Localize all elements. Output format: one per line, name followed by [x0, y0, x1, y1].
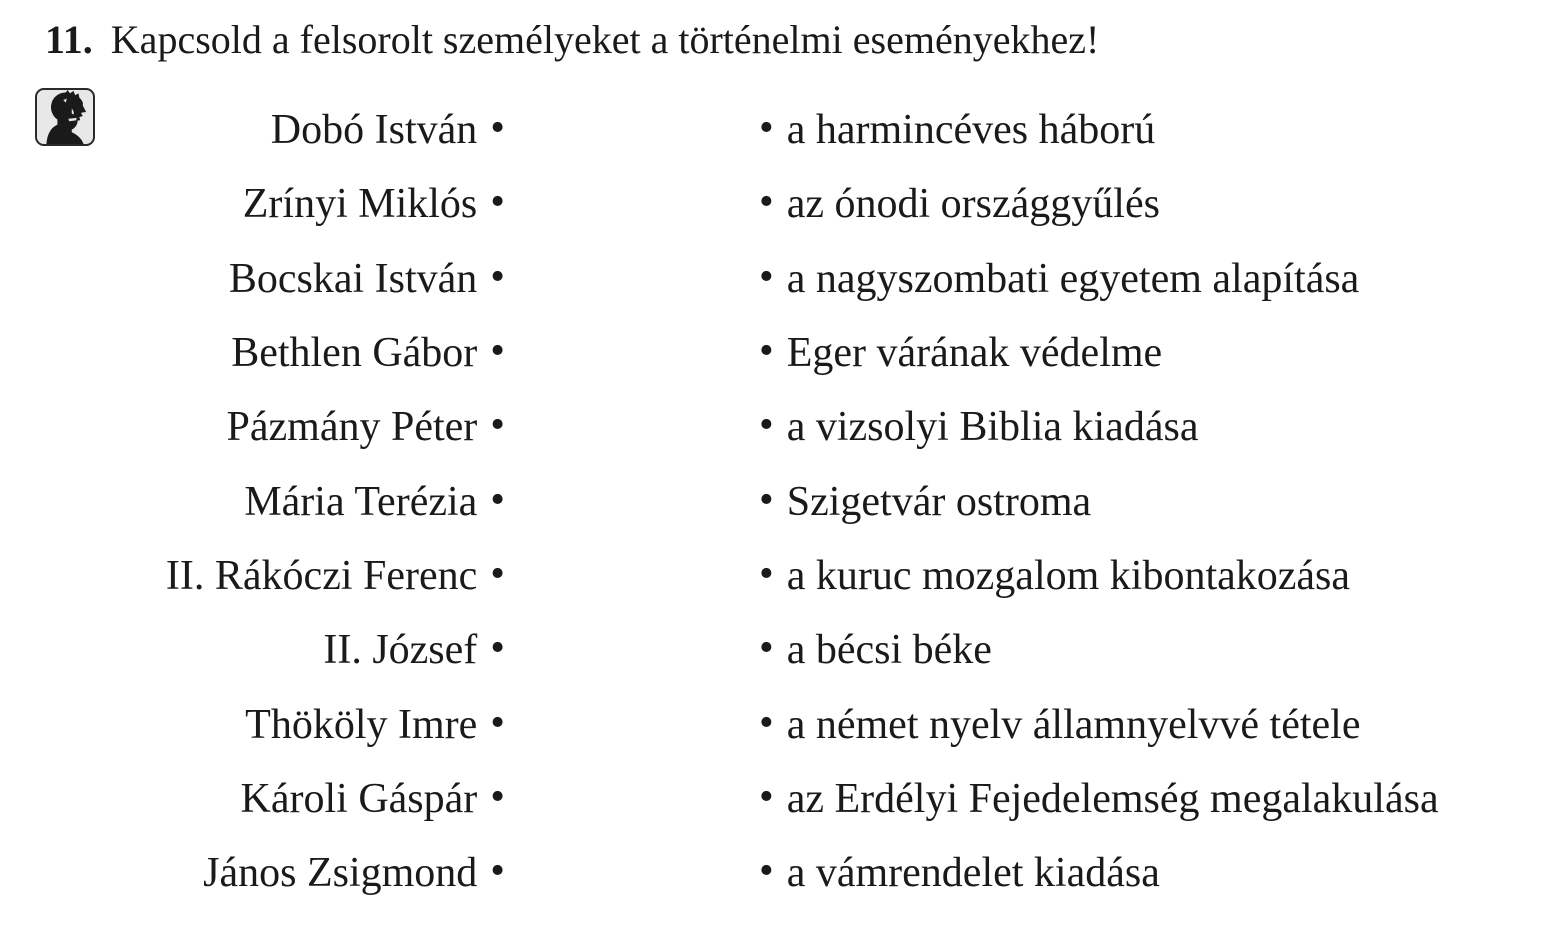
event-cell — [759, 550, 1351, 599]
event-cell — [759, 402, 1199, 451]
event-cell — [759, 179, 1160, 228]
person-connector-dot[interactable]: • — [490, 253, 505, 300]
event-label: a vámrendelet kiadása — [786, 850, 1160, 897]
person-label: Pázmány Péter — [226, 404, 478, 451]
matching-row — [0, 390, 1541, 464]
matching-row — [0, 242, 1541, 316]
person-cell — [0, 105, 505, 154]
person-connector-dot[interactable]: • — [490, 848, 505, 895]
person-connector-dot[interactable]: • — [490, 699, 505, 746]
event-label: a harmincéves háború — [786, 107, 1156, 154]
person-cell — [0, 253, 505, 302]
person-connector-dot[interactable]: • — [490, 105, 505, 152]
person-label: Bocskai István — [228, 255, 478, 302]
matching-row — [0, 613, 1541, 687]
matching-row — [0, 167, 1541, 241]
event-label: a vizsolyi Biblia kiadása — [786, 404, 1199, 451]
person-connector-dot[interactable]: • — [490, 476, 505, 523]
event-cell — [759, 105, 1156, 154]
event-connector-dot[interactable]: • — [759, 625, 774, 672]
event-cell — [759, 328, 1163, 377]
matching-row — [0, 836, 1541, 910]
event-cell — [759, 773, 1439, 822]
event-connector-dot[interactable]: • — [759, 328, 774, 375]
event-label: a nagyszombati egyetem alapítása — [786, 255, 1360, 302]
person-connector-dot[interactable]: • — [490, 402, 505, 449]
person-label: II. József — [323, 627, 478, 674]
matching-row — [0, 93, 1541, 167]
task-title — [45, 16, 1099, 64]
event-connector-dot[interactable]: • — [759, 773, 774, 820]
person-connector-dot[interactable]: • — [490, 179, 505, 226]
event-connector-dot[interactable]: • — [759, 105, 774, 152]
event-connector-dot[interactable]: • — [759, 476, 774, 523]
person-cell — [0, 699, 505, 748]
event-cell — [759, 253, 1360, 302]
person-cell — [0, 402, 505, 451]
person-cell — [0, 179, 505, 228]
person-cell — [0, 625, 505, 674]
event-label: Eger várának védelme — [786, 330, 1163, 377]
task-number: 11. — [45, 17, 93, 62]
person-cell — [0, 476, 505, 525]
event-connector-dot[interactable]: • — [759, 402, 774, 449]
matching-row — [0, 539, 1541, 613]
person-cell — [0, 773, 505, 822]
person-connector-dot[interactable]: • — [490, 328, 505, 375]
matching-row — [0, 762, 1541, 836]
person-cell — [0, 328, 505, 377]
person-label: Mária Terézia — [244, 478, 478, 525]
person-label: Károli Gáspár — [240, 775, 478, 822]
event-label: a német nyelv államnyelvvé tétele — [786, 701, 1361, 748]
task-instruction: Kapcsold a felsorolt személyeket a történelmi eseményekhez! — [110, 17, 1100, 62]
person-label: Bethlen Gábor — [231, 330, 478, 377]
event-cell — [759, 625, 992, 674]
event-cell — [759, 476, 1092, 525]
event-connector-dot[interactable]: • — [759, 699, 774, 746]
event-cell — [759, 848, 1160, 897]
event-label: az Erdélyi Fejedelemség megalakulása — [786, 775, 1439, 822]
event-connector-dot[interactable]: • — [759, 848, 774, 895]
event-label: az ónodi országgyűlés — [786, 181, 1160, 228]
person-label: Thököly Imre — [245, 701, 478, 748]
matching-row — [0, 316, 1541, 390]
event-connector-dot[interactable]: • — [759, 253, 774, 300]
event-connector-dot[interactable]: • — [759, 550, 774, 597]
person-cell — [0, 848, 505, 897]
person-label: Zrínyi Miklós — [242, 181, 478, 228]
person-label: Dobó István — [270, 107, 478, 154]
event-label: Szigetvár ostroma — [786, 478, 1092, 525]
event-cell — [759, 699, 1361, 748]
person-connector-dot[interactable]: • — [490, 625, 505, 672]
matching-list — [0, 93, 1541, 910]
event-label: a bécsi béke — [786, 627, 992, 674]
person-label: II. Rákóczi Ferenc — [165, 552, 478, 599]
person-label: János Zsigmond — [203, 850, 478, 897]
matching-row — [0, 687, 1541, 761]
person-connector-dot[interactable]: • — [490, 550, 505, 597]
event-label: a kuruc mozgalom kibontakozása — [786, 552, 1351, 599]
person-cell — [0, 550, 505, 599]
person-connector-dot[interactable]: • — [490, 773, 505, 820]
matching-row — [0, 464, 1541, 538]
event-connector-dot[interactable]: • — [759, 179, 774, 226]
